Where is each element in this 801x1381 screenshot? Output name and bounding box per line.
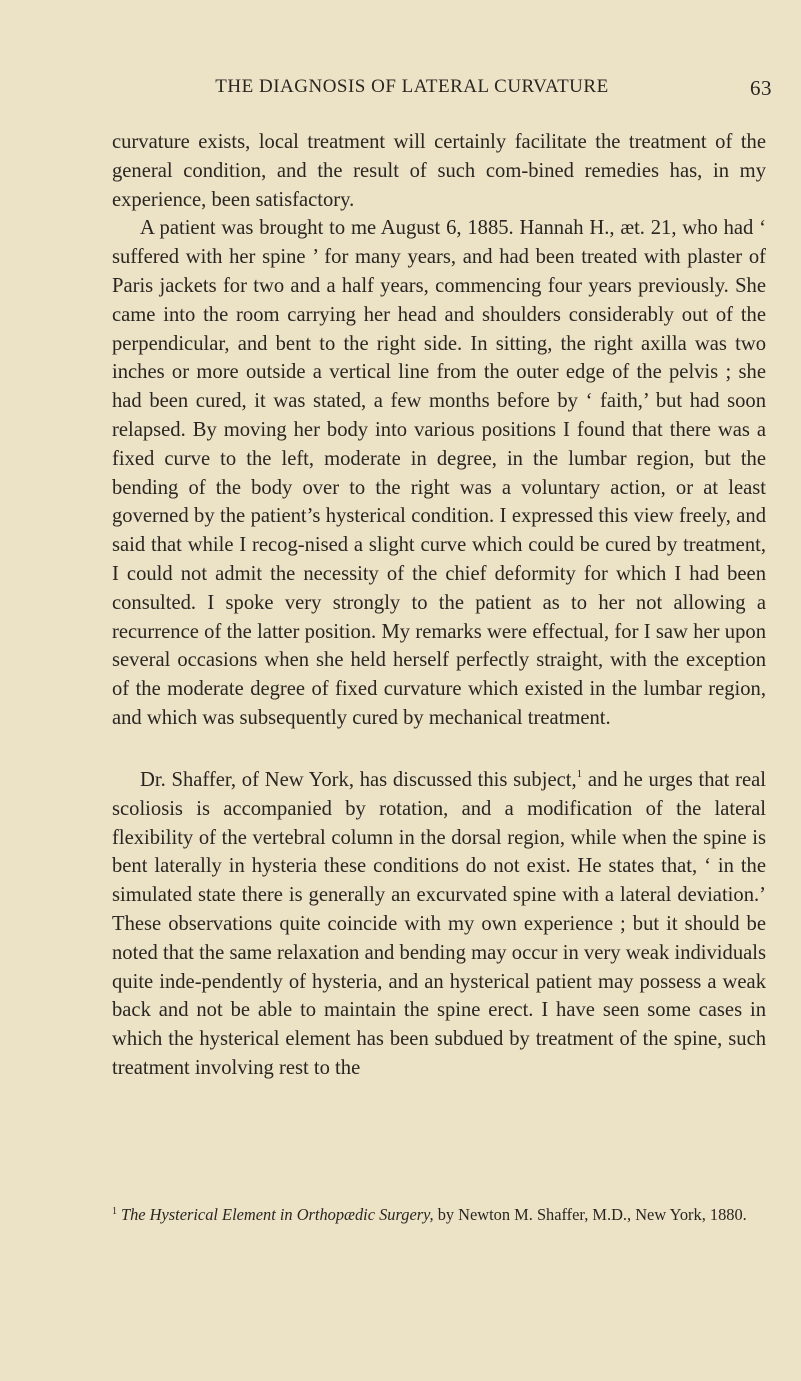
paragraph-shaffer <box>112 766 766 1083</box>
running-head-title: THE DIAGNOSIS OF LATERAL CURVATURE <box>215 76 609 97</box>
paragraph-shaffer-lead: Dr. Shaffer, of New York, has discussed this subject, <box>140 769 577 791</box>
footnote <box>112 1202 766 1225</box>
footnote-cited-title: The Hysterical Element in Orthopædic Surgery, <box>121 1205 434 1224</box>
footnote-reference: 1 <box>576 768 583 780</box>
body-text-upper <box>112 128 766 733</box>
body-text-lower <box>112 766 766 1083</box>
footnote-citation: by Newton M. Shaffer, M.D., New York, 1880. <box>433 1205 747 1224</box>
page-number: 63 <box>750 76 772 100</box>
footnote-mark: 1 <box>112 1206 117 1217</box>
running-head <box>112 76 772 106</box>
paragraph-case-report: A patient was brought to me August 6, 1885. Hannah H., æt. 21, who had ‘ suffered with her spine ’ for many years, and had been treated with plaster of Paris jackets for two and a half years, commencing four years previously. She came into the room carrying her head and shoulders considerably out of the perpendicular, and bent to the right side. In sitting, the right axilla was two inches or more outside a vertical line from the outer edge of the pelvis ; she had been cured, it was stated, a few months before by ‘ faith,’ but had soon relapsed. By moving her body into various positions I found that there was a fixed curve to the left, moderate in degree, in the lumbar region, but the bending of the body over to the right was a voluntary action, or at least governed by the patient’s hysterical condition. I expressed this view freely, and said that while I recog-nised a slight curve which could be cured by treatment, I could not admit the necessity of the chief deformity for which I had been consulted. I spoke very strongly to the patient as to her not allowing a recurrence of the latter position. My remarks were effectual, for I saw her upon several occasions when she held herself perfectly straight, with the exception of the moderate degree of fixed curvature which existed in the lumbar region, and which was subsequently cured by mechanical treatment. <box>112 217 766 729</box>
paragraph-continuation: curvature exists, local treatment will certainly facilitate the treatment of the general condition, and the result of such com-bined remedies has, in my experience, been satisfactory. <box>112 131 766 211</box>
paragraph-shaffer-body: and he urges that real scoliosis is accompanied by rotation, and a modification of the lateral flexibility of the vertebral column in the dorsal region, while when the spine is bent laterally in hysteria these conditions do not exist. He states that, ‘ in the simulated state there is generally an excurvated spine with a lateral deviation.’ These observations quite coincide with my own experience ; but it should be noted that the same relaxation and bending may occur in very weak individuals quite inde-pendently of hysteria, and an hysterical patient may possess a weak back and not be able to maintain the spine erect. I have seen some cases in which the hysterical element has been subdued by treatment of the spine, such treatment involving rest to the <box>112 769 767 1079</box>
